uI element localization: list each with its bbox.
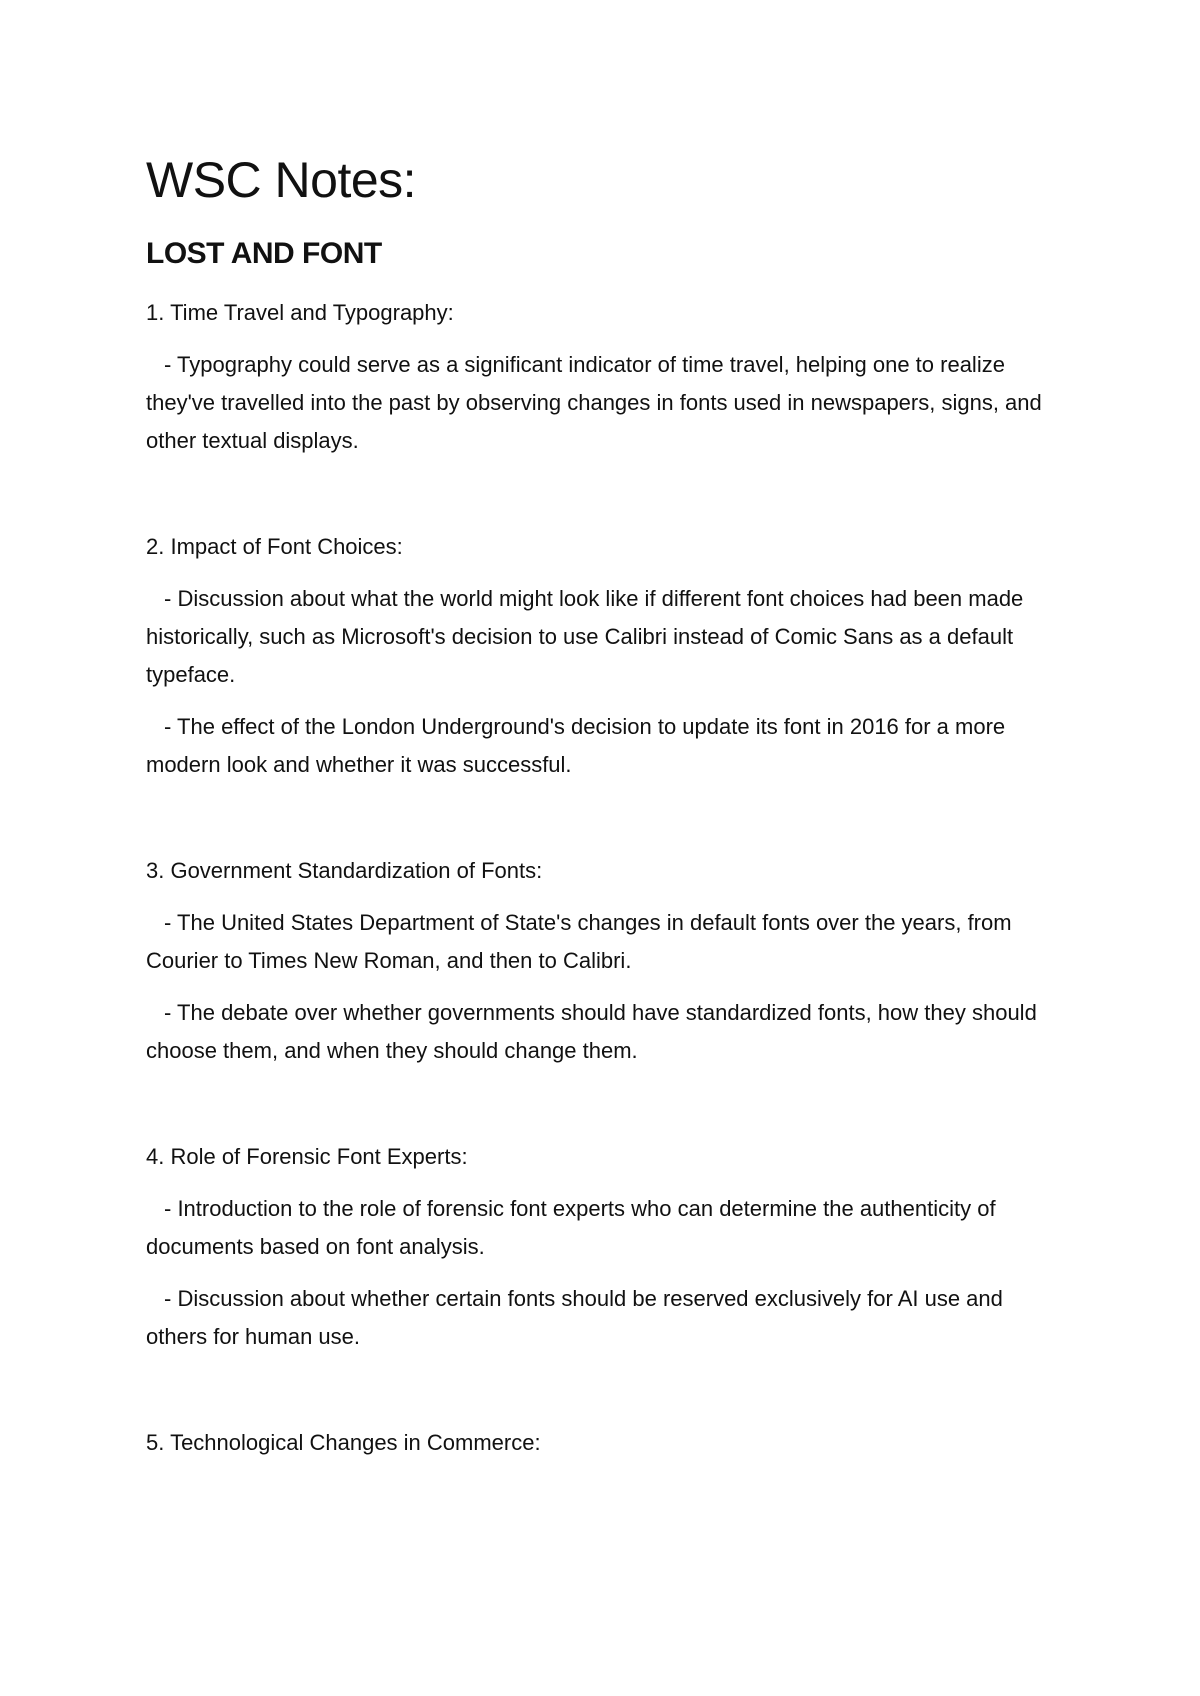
section-heading: 5. Technological Changes in Commerce:	[146, 1430, 541, 1455]
section-heading: 4. Role of Forensic Font Experts:	[146, 1144, 468, 1169]
bullet-item: - Discussion about what the world might look like if different font choices had been made historically, such as Microsoft's decision to use Calibri instead of Comic Sans as a default typeface.	[146, 586, 1024, 687]
bullet-item: - The effect of the London Underground's decision to update its font in 2016 for a more modern look and whether it was successful.	[146, 714, 1006, 777]
section-commerce	[146, 1424, 1066, 1462]
document-title: WSC Notes:	[146, 152, 417, 208]
section-time-travel	[146, 294, 1066, 460]
section-heading: 3. Government Standardization of Fonts:	[146, 858, 543, 883]
document-subtitle: LOST AND FONT	[146, 237, 382, 270]
section-heading: 1. Time Travel and Typography:	[146, 300, 454, 325]
section-heading: 2. Impact of Font Choices:	[146, 534, 403, 559]
section-forensic-experts	[146, 1138, 1066, 1356]
bullet-item: - The debate over whether governments should have standardized fonts, how they should choose them, and when they should change them.	[146, 1000, 1037, 1063]
bullet-item: - The United States Department of State's changes in default fonts over the years, from Courier to Times New Roman, and then to Calibri.	[146, 910, 1012, 973]
section-government-standardization	[146, 852, 1066, 1070]
bullet-item: - Typography could serve as a significant indicator of time travel, helping one to realize they've travelled into the past by observing changes in fonts used in newspapers, signs, and other textual displays.	[146, 352, 1042, 453]
bullet-item: - Introduction to the role of forensic font experts who can determine the authenticity of documents based on font analysis.	[146, 1196, 996, 1259]
document-body	[146, 150, 1066, 1462]
section-font-choices	[146, 528, 1066, 784]
bullet-item: - Discussion about whether certain fonts should be reserved exclusively for AI use and others for human use.	[146, 1286, 1003, 1349]
